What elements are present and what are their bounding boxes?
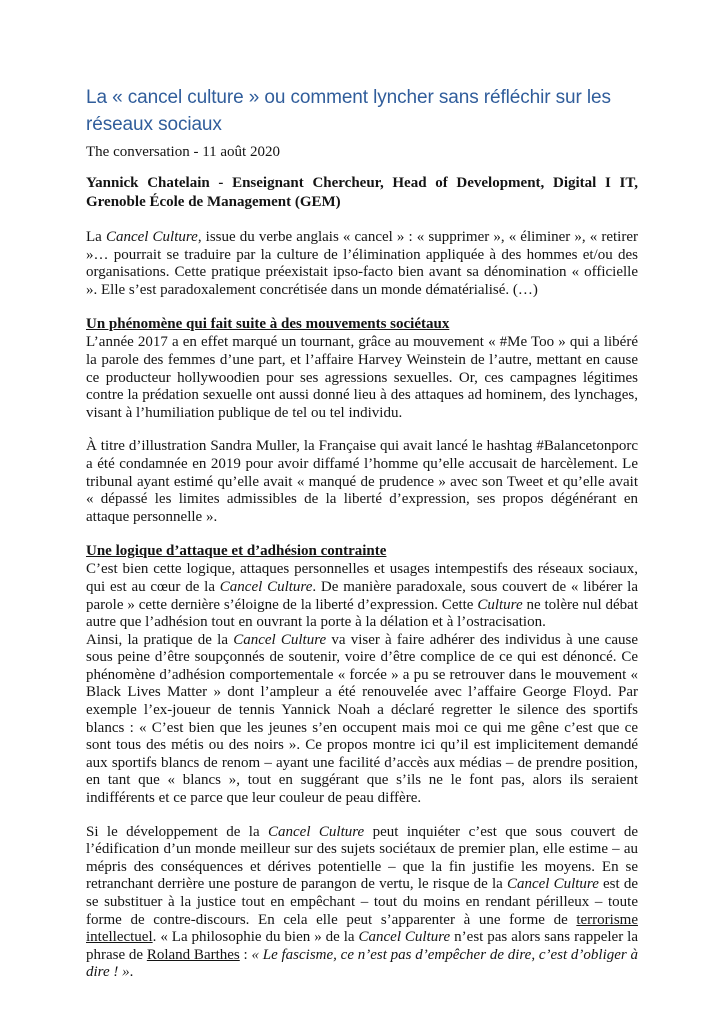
italic-text: Cancel Culture — [233, 631, 327, 648]
article-title: La « cancel culture » ou comment lyncher sans réfléchir sur les réseaux sociaux — [86, 87, 611, 135]
body-text: ne tolère nul débat autre que l’adhésion tout en ouvrant la porte à la délation et à l’ostracisation. — [86, 596, 638, 631]
body-text: L’année 2017 a en effet marqué un tournant, grâce au mouvement « #Me Too » qui a libéré la parole des femmes d’une part, et l’affaire Harvey Weinstein de l’autre, mettant en cause ce producteur hollywoodien pour ses agressions sexuelles. Or, ces campagnes légitimes contre la prédation sexuelle ont aussi donné lieu à des attaques ad hominem, des lynchages, visant à l’humiliation publique de tel ou tel individu. — [86, 334, 638, 421]
paragraph — [86, 438, 638, 526]
italic-text: Cancel Culture — [219, 578, 313, 595]
body-text: . — [129, 964, 134, 981]
body-text: C’est bien cette logique, attaques personnelles et usages intempestifs des réseaux sociaux, qui est au cœur de la — [86, 561, 638, 595]
article-source: The conversation - 11 août 2020 — [86, 144, 280, 160]
body-text: n’est pas alors sans rappeler la phrase de — [86, 929, 638, 963]
body-text: , issue du verbe anglais « cancel » : « supprimer », « éliminer », « retirer »… pourrait se traduire par la culture de l’élimination appliquée à des hommes et/ou des organisations. Cette pratique préexistait ipso-facto bien avant sa dénomination « officielle ». Elle s’est paradoxalement concrétisée dans un monde dématérialisé. (…) — [86, 229, 638, 298]
section-heading: Un phénomène qui fait suite à des mouvements sociétaux — [86, 316, 450, 333]
body-text: Si le développement de la — [86, 823, 269, 840]
italic-text: « Le fascisme, ce n’est pas d’empêcher de dire, c’est d’obliger à dire ! » — [86, 946, 639, 981]
paragraph — [86, 632, 638, 808]
text-link[interactable]: terrorisme intellectuel — [86, 911, 638, 946]
body-text: va viser à faire adhérer des individus à une cause sous peine d’être soupçonnés de soutenir, voire d’être complice de ce qui est dénoncé. Ce phénomène d’adhésion comportementale « forcée » a pu se retrouver dans le mouvement « Black Lives Matter » dont l’ampleur a été renouvelée avec l’affaire George Floyd. Par exemple l’ex-joueur de tennis Yannick Noah a déclaré regretter le silence des sportifs blancs : « C’est bien que les jeunes s’en occupent mais moi ce qui me gêne c’est que ce sont tous des métis ou des noirs ». Ce propos montre ici qu’il est implicitement demandé aux sportifs blancs de renom – ayant une facilité d’accès aux médias – de prendre position, en tant que « blancs », tout en suggérant que s’ils ne le font pas, alors ils seraient indifférents et ce parce que leur couleur de peau diffère. — [86, 631, 638, 807]
section-heading: Une logique d’attaque et d’adhésion contrainte — [86, 543, 387, 560]
italic-text: Cancel Culture — [506, 876, 599, 893]
article-body — [86, 229, 638, 982]
italic-text: Cancel Culture — [358, 929, 451, 946]
paragraph — [86, 334, 638, 422]
body-text: Ainsi, la pratique de la — [86, 631, 234, 648]
paragraph — [86, 561, 638, 631]
italic-text: Culture — [477, 596, 523, 613]
article-author: Yannick Chatelain - Enseignant Chercheur, Head of Development, Digital I IT, Grenoble École de Management (GEM) — [86, 175, 638, 210]
body-text: À titre d’illustration Sandra Muller, la Française qui avait lancé le hashtag #Balancetonporc a été condamnée en 2019 pour avoir diffamé l’homme qu’elle accusait de harcèlement. Le tribunal ayant estimé qu’elle avait « manqué de prudence » avec son Tweet et qu’elle avait « dépassé les limites admissibles de la liberté d’expression, ses propos dégénérant en attaque personnelle ». — [86, 438, 638, 525]
body-text: est de se substituer à la justice tout en empêchant – tout du moins en rendant périlleux – toute forme de contre-discours. En cela elle peut s’apparenter à une forme de — [86, 876, 638, 928]
body-text: peut inquiéter c’est que sous couvert de l’édification d’un monde meilleur sur des sujets sociétaux de premier plan, elle estime – au mépris des conséquences et dérives potentielle – que la fin justifie les moyens. En se retranchant derrière une posture de parangon de vertu, le risque de la — [86, 823, 639, 893]
italic-text: Cancel Culture — [268, 823, 365, 840]
paragraph — [86, 229, 638, 299]
body-text: : — [239, 946, 252, 963]
body-text: . « La philosophie du bien » de la — [152, 929, 359, 946]
paragraph — [86, 824, 638, 982]
body-text: . De manière paradoxale, sous couvert de « libérer la parole » cette dernière s’éloigne de la liberté d’expression. Cette — [86, 578, 638, 613]
italic-text: Cancel Culture — [105, 229, 198, 245]
text-link[interactable]: Roland Barthes — [146, 946, 240, 963]
body-text: La — [86, 229, 106, 245]
